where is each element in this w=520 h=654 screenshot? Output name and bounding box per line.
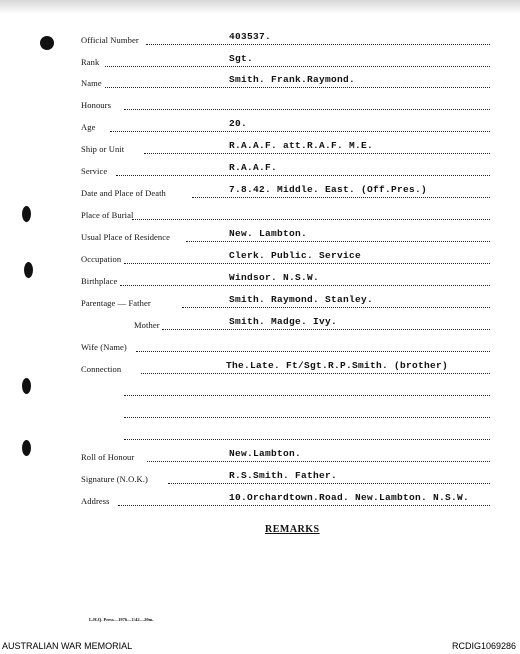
field-value: 7.8.42. Middle. East. (Off.Pres.) (229, 184, 428, 195)
dotted-rule (146, 44, 490, 45)
field-label: Official Number (81, 35, 139, 45)
dotted-rule (132, 219, 490, 220)
field-value: Clerk. Public. Service (229, 250, 362, 261)
dotted-rule (144, 153, 490, 154)
field-value: 403537. (229, 31, 272, 42)
field-label: Roll of Honour (81, 452, 135, 462)
field-row (0, 269, 520, 289)
field-row (0, 159, 520, 179)
field-label: Wife (Name) (81, 342, 127, 352)
field-row (0, 28, 520, 48)
dotted-rule (147, 461, 490, 462)
field-value: R.A.A.F. (229, 162, 278, 173)
field-value: R.S.Smith. Father. (229, 470, 338, 481)
field-value: New. Lambton. (229, 228, 308, 239)
field-row (0, 423, 520, 443)
field-row (0, 115, 520, 135)
field-row (0, 137, 520, 157)
record-id: RCDIG1069286 (451, 641, 516, 651)
field-row (0, 93, 520, 113)
field-label: Signature (N.O.K.) (81, 474, 148, 484)
dotted-rule (116, 175, 490, 176)
field-label: Address (81, 496, 110, 506)
field-row (0, 445, 520, 465)
dotted-rule (118, 505, 490, 506)
dotted-rule (136, 351, 490, 352)
field-label: Place of Burial (81, 210, 134, 220)
dotted-rule (124, 439, 490, 440)
archive-name: AUSTRALIAN WAR MEMORIAL (2, 641, 133, 651)
dotted-rule (105, 87, 490, 88)
field-label: Occupation (81, 254, 122, 264)
field-row (0, 401, 520, 421)
dotted-rule (186, 241, 490, 242)
dotted-rule (124, 263, 490, 264)
field-row (0, 335, 520, 355)
dotted-rule (162, 329, 490, 330)
field-value: Sgt. (229, 53, 254, 64)
field-row (0, 313, 520, 333)
form-number: L.H.Q. Press—1976—1/42—20m. (89, 617, 154, 622)
field-label: Parentage — Father (81, 298, 151, 308)
dotted-rule (120, 285, 490, 286)
field-row (0, 181, 520, 201)
dotted-rule (110, 131, 490, 132)
field-label: Mother (134, 320, 160, 330)
dotted-rule (124, 417, 490, 418)
field-label: Connection (81, 364, 122, 374)
field-label: Age (81, 122, 96, 132)
field-value: 20. (229, 118, 248, 129)
field-value: Windsor. N.S.W. (229, 272, 320, 283)
remarks-heading: REMARKS (265, 524, 320, 535)
field-label: Birthplace (81, 276, 118, 286)
dotted-rule (124, 109, 490, 110)
dotted-rule (124, 395, 490, 396)
scan-edge (0, 0, 520, 14)
field-label: Service (81, 166, 108, 176)
field-value: 10.Orchardtown.Road. New.Lambton. N.S.W. (229, 492, 470, 503)
archive-footer (0, 638, 520, 654)
field-label: Honours (81, 100, 111, 110)
field-label: Usual Place of Residence (81, 232, 171, 242)
dotted-rule (192, 197, 490, 198)
field-row (0, 50, 520, 70)
field-row (0, 357, 520, 377)
field-row (0, 467, 520, 487)
field-value: R.A.A.F. att.R.A.F. M.E. (229, 140, 374, 151)
field-value: The.Late. Ft/Sgt.R.P.Smith. (brother) (226, 360, 449, 371)
field-row (0, 291, 520, 311)
dotted-rule (141, 373, 490, 374)
field-value: Smith. Madge. Ivy. (229, 316, 338, 327)
field-row (0, 225, 520, 245)
field-row (0, 203, 520, 223)
dotted-rule (105, 66, 490, 67)
field-row (0, 489, 520, 509)
dotted-rule (168, 483, 490, 484)
field-row (0, 247, 520, 267)
field-row (0, 71, 520, 91)
dotted-rule (182, 307, 490, 308)
field-label: Name (81, 78, 102, 88)
field-label: Ship or Unit (81, 144, 125, 154)
field-label: Rank (81, 57, 100, 67)
field-label: Date and Place of Death (81, 188, 166, 198)
field-value: Smith. Raymond. Stanley. (229, 294, 374, 305)
field-value: Smith. Frank.Raymond. (229, 74, 356, 85)
field-value: New.Lambton. (229, 448, 302, 459)
field-row (0, 379, 520, 399)
